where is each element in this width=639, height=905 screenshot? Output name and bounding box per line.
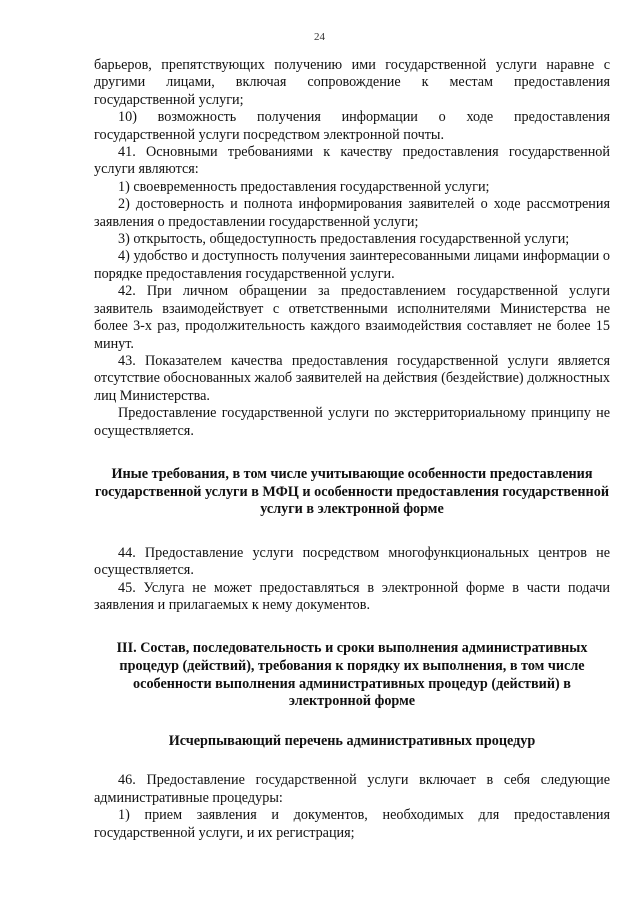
paragraph: 43. Показателем качества предоставления государственной услуги является отсутствие обоснованных жалоб заявителей на действия (бездействие) должностных лиц Министерства. <box>94 352 610 404</box>
paragraph: 2) достоверность и полнота информирования заявителей о ходе рассмотрения заявления о предоставлении государственной услуги; <box>94 196 610 230</box>
paragraph: 4) удобство и доступность получения заинтересованными лицами информации о порядке предоставления государственной услуги. <box>94 248 610 282</box>
paragraph: 41. Основными требованиями к качеству предоставления государственной услуги являются: <box>94 144 610 178</box>
page-number: 24 <box>314 31 325 43</box>
paragraph: Предоставление государственной услуги по экстерриториальному принципу не осуществляется. <box>94 405 610 439</box>
chapter-heading: III. Состав, последовательность и сроки выполнения административных процедур (действий), требования к порядку их выполнения, в том числе особенности выполнения административных процедур (действий) в электронной форме <box>116 640 588 710</box>
paragraph: 46. Предоставление государственной услуги включает в себя следующие административные процедуры: <box>94 772 610 806</box>
paragraph: 45. Услуга не может предоставляться в электронной форме в части подачи заявления и прилагаемых к нему документов. <box>94 579 610 613</box>
paragraph: 42. При личном обращении за предоставлением государственной услуги заявитель взаимодействует с ответственными исполнителями Министерства не более 3-х раз, продолжительность каждого взаимодействия составляет не более 15 минут. <box>94 283 610 352</box>
paragraph: 3) открытость, общедоступность предоставления государственной услуги; <box>118 231 570 248</box>
document-body <box>94 57 610 842</box>
section-heading: Исчерпывающий перечень административных процедур <box>168 732 536 749</box>
paragraph: 1) прием заявления и документов, необходимых для предоставления государственной услуги, и их регистрация; <box>94 807 610 841</box>
paragraph: барьеров, препятствующих получению ими государственной услуги наравне с другими лицами, включая сопровождение к местам предоставления государственной услуги; <box>94 57 610 108</box>
paragraph: 44. Предоставление услуги посредством многофункциональных центров не осуществляется. <box>94 544 610 579</box>
section-heading: Иные требования, в том числе учитывающие особенности предоставления государственной услуги в МФЦ и особенности предоставления государственной услуги в электронной форме <box>94 465 609 518</box>
paragraph: 10) возможность получения информации о ходе предоставления государственной услуги посредством электронной почты. <box>94 109 610 143</box>
paragraph: 1) своевременность предоставления государственной услуги; <box>118 178 490 195</box>
